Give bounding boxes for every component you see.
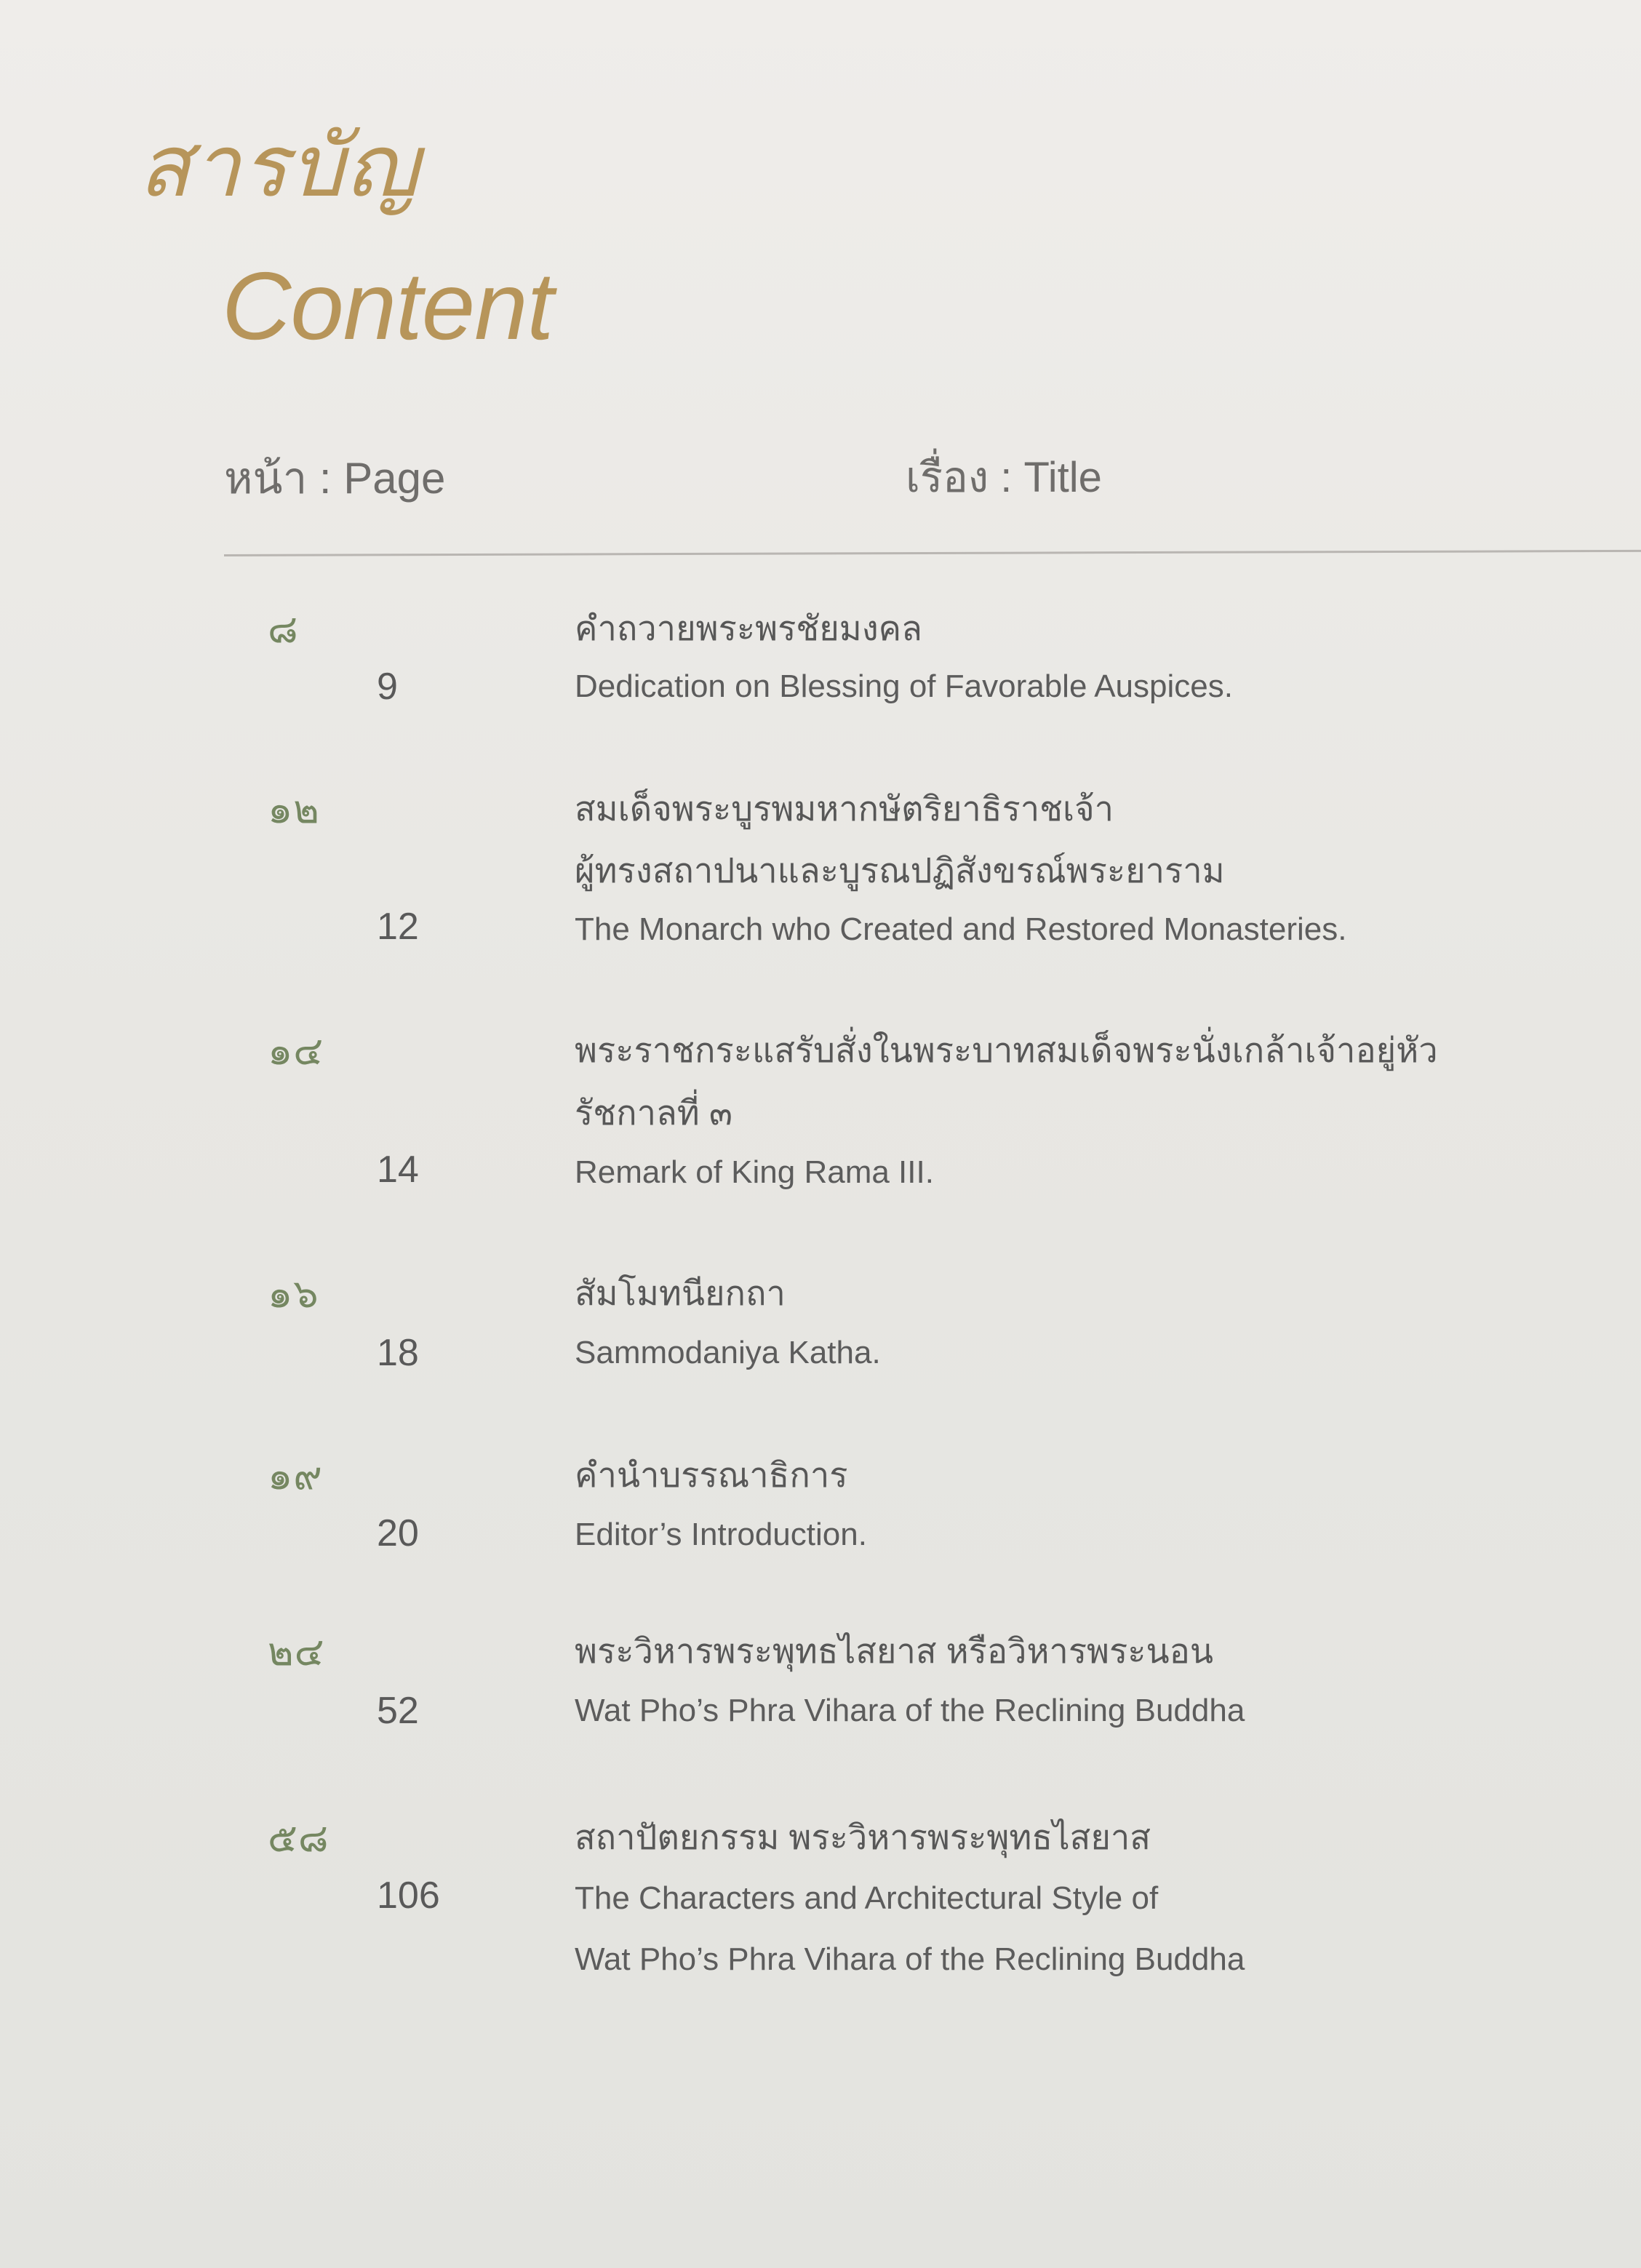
thai-heading: สารบัญ	[138, 119, 420, 215]
thai-page-number: ๕๘	[268, 1816, 330, 1860]
thai-title-line: สถาปัตยกรรม พระวิหารพระพุทธไสยาส	[575, 1818, 1151, 1856]
page-number: 14	[377, 1149, 419, 1191]
thai-page-number: ๒๔	[268, 1630, 325, 1674]
english-title-line: Wat Pho’s Phra Vihara of the Reclining Buddha	[575, 1941, 1245, 1977]
page-number: 12	[377, 906, 419, 948]
thai-page-number: ๑๒	[268, 788, 320, 831]
english-title-line: Remark of King Rama III.	[575, 1154, 934, 1190]
page-number: 18	[377, 1332, 419, 1374]
thai-page-number: ๑๔	[268, 1029, 324, 1073]
thai-title-line: คำนำบรรณาธิการ	[575, 1456, 848, 1494]
thai-title-line: สัมโมทนียกถา	[575, 1274, 786, 1312]
page-number: 52	[377, 1690, 419, 1732]
page-number: 106	[377, 1874, 440, 1917]
thai-page-number: ๑๖	[268, 1272, 319, 1316]
thai-page-number: ๑๙	[268, 1454, 323, 1498]
english-heading: Content	[222, 252, 554, 359]
thai-title-line: ผู้ทรงสถาปนาและบูรณปฏิสังขรณ์พระยาราม	[575, 851, 1225, 890]
page-number: 20	[377, 1512, 419, 1554]
thai-title-line: คำถวายพระพรชัยมงคล	[575, 609, 922, 647]
english-title-line: Editor’s Introduction.	[575, 1517, 867, 1552]
english-title-line: The Characters and Architectural Style of	[575, 1880, 1159, 1916]
title-column-header: เรื่อง : Title	[906, 454, 1102, 501]
thai-title-line: รัชกาลที่ ๓	[575, 1093, 732, 1132]
thai-title-line: สมเด็จพระบูรพมหากษัตริยาธิราชเจ้า	[575, 789, 1114, 828]
page-column-header: หน้า : Page	[224, 454, 446, 503]
english-title-line: Sammodaniya Katha.	[575, 1335, 881, 1370]
thai-title-line: พระราชกระแสรับสั่งในพระบาทสมเด็จพระนั่งเกล้าเจ้าอยู่หัว	[575, 1031, 1438, 1069]
thai-title-line: พระวิหารพระพุทธไสยาส หรือวิหารพระนอน	[575, 1632, 1214, 1670]
english-title-line: Dedication on Blessing of Favorable Auspices.	[575, 668, 1233, 704]
page-number: 9	[377, 666, 398, 708]
thai-page-number: ๘	[268, 607, 299, 651]
english-title-line: Wat Pho’s Phra Vihara of the Reclining Buddha	[575, 1693, 1245, 1728]
english-title-line: The Monarch who Created and Restored Monasteries.	[575, 911, 1347, 947]
